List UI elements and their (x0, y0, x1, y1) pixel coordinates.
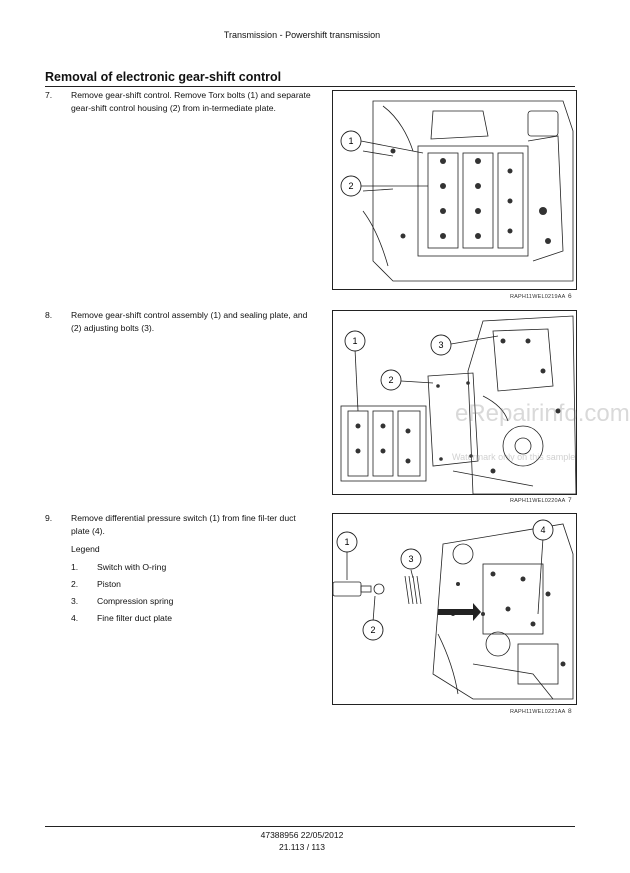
step-number: 9. (45, 513, 53, 523)
callout-3: 3 (408, 554, 414, 564)
legend-item-number: 4. (71, 613, 79, 623)
footer-doc-id: 47388956 22/05/2012 (260, 830, 344, 840)
step-text: Remove gear-shift control assembly (1) and sealing plate, and (2) adjusting bolts (3). (71, 310, 308, 333)
section-title: Removal of electronic gear-shift control (45, 70, 282, 84)
transmission-drawing-8 (333, 514, 576, 704)
legend-item-number: 2. (71, 579, 79, 589)
watermark-subtext: Watermark only on this sample (452, 452, 576, 462)
callout-2: 2 (348, 181, 354, 191)
figure-6-image (332, 90, 577, 290)
legend-item (71, 613, 172, 630)
legend-item-label: Fine filter duct plate (97, 613, 172, 623)
legend-item (71, 562, 167, 579)
legend-item-number: 1. (71, 562, 79, 572)
step-number: 8. (45, 310, 53, 320)
legend-item (71, 596, 174, 613)
legend-title: Legend (71, 544, 100, 554)
legend-item (71, 579, 121, 596)
figure-7-number: 7 (568, 497, 572, 504)
callout-3: 3 (438, 340, 444, 350)
figure-8-number: 8 (568, 708, 572, 715)
footer-rule (45, 826, 575, 827)
callout-1: 1 (348, 136, 354, 146)
arrow-icon (438, 603, 481, 621)
legend-item-label: Switch with O-ring (97, 562, 167, 572)
legend-item-number: 3. (71, 596, 79, 606)
callout-2: 2 (370, 625, 376, 635)
legend-item-label: Piston (97, 579, 121, 589)
legend (71, 544, 174, 630)
callout-1: 1 (344, 537, 350, 547)
footer-page-number: 21.113 / 113 (278, 842, 325, 852)
figure-6-code: RAPH11WEL0219AA (510, 294, 566, 300)
figure-8-image (332, 513, 577, 705)
watermark: eRepairinfo.com (455, 400, 630, 427)
callout-2: 2 (388, 375, 394, 385)
step-number: 7. (45, 90, 53, 100)
step-text: Remove differential pressure switch (1) from fine fil-ter duct plate (4). (71, 513, 296, 536)
callout-1: 1 (352, 336, 358, 346)
step-text: Remove gear-shift control. Remove Torx bolts (1) and separate gear-shift control housing (2) from in-termediate plate. (71, 90, 311, 113)
figure-8-code: RAPH11WEL0221AA (510, 709, 566, 715)
transmission-drawing-6 (333, 91, 576, 289)
callout-4: 4 (540, 525, 546, 535)
figure-7-code: RAPH11WEL0220AA (510, 498, 566, 504)
figure-6-number: 6 (568, 293, 572, 300)
section-rule (45, 86, 575, 87)
page-header: Transmission - Powershift transmission (223, 30, 381, 40)
legend-item-label: Compression spring (97, 596, 174, 606)
